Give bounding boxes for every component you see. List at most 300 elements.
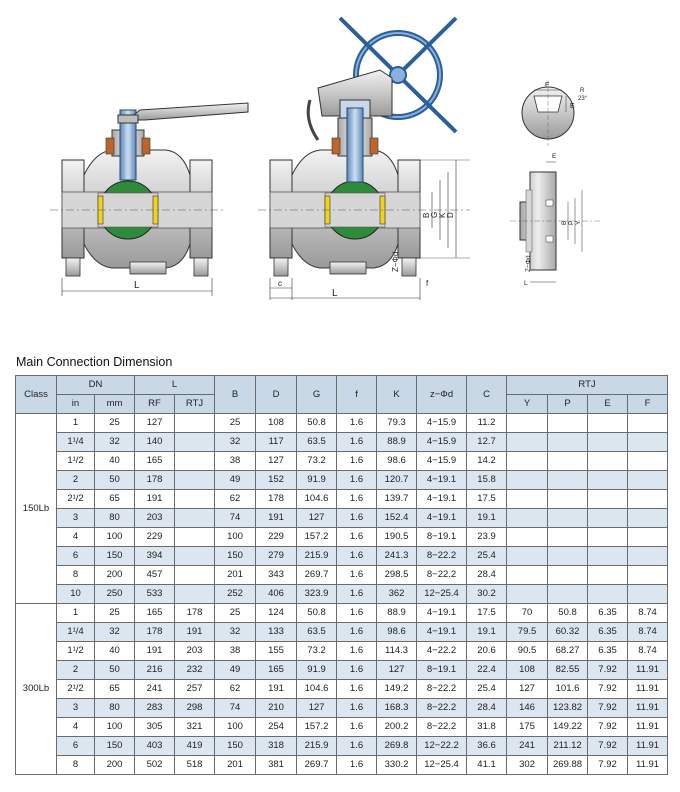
table-cell: 6.35 bbox=[588, 642, 628, 661]
table-cell bbox=[175, 566, 215, 585]
table-cell: 1.6 bbox=[337, 566, 377, 585]
lever-valve-drawing bbox=[50, 103, 248, 296]
table-cell: 229 bbox=[256, 528, 297, 547]
table-cell: 152.4 bbox=[377, 509, 417, 528]
table-cell: 269.88 bbox=[548, 756, 588, 775]
table-cell: 2¹/2 bbox=[57, 490, 95, 509]
table-cell: 1.6 bbox=[337, 490, 377, 509]
table-cell: 4−19.1 bbox=[417, 471, 467, 490]
dim-label-angle: 23° bbox=[578, 96, 588, 102]
table-cell: 8.74 bbox=[628, 642, 668, 661]
table-cell: 252 bbox=[215, 585, 256, 604]
table-cell: 200 bbox=[95, 756, 135, 775]
table-row bbox=[16, 737, 668, 756]
dim-label-r: R bbox=[580, 88, 585, 94]
table-cell: 241.3 bbox=[377, 547, 417, 566]
table-cell: 65 bbox=[95, 680, 135, 699]
table-cell: 215.9 bbox=[297, 547, 337, 566]
table-cell: 4−15.9 bbox=[417, 433, 467, 452]
table-cell: 203 bbox=[175, 642, 215, 661]
table-cell: 157.2 bbox=[297, 718, 337, 737]
table-cell: 15.8 bbox=[467, 471, 507, 490]
dim-label-d: D bbox=[446, 212, 455, 218]
table-row bbox=[16, 471, 668, 490]
table-cell: 1.6 bbox=[337, 528, 377, 547]
table-cell: 216 bbox=[135, 661, 175, 680]
table-cell: 127 bbox=[297, 699, 337, 718]
flange-section-detail bbox=[510, 153, 600, 287]
table-cell: 108 bbox=[256, 414, 297, 433]
class-cell: 150Lb bbox=[16, 414, 57, 604]
table-cell: 50.8 bbox=[297, 604, 337, 623]
table-cell: 124 bbox=[256, 604, 297, 623]
table-cell bbox=[175, 585, 215, 604]
gear-valve-drawing bbox=[258, 18, 470, 300]
table-cell: 11.91 bbox=[628, 737, 668, 756]
table-row bbox=[16, 490, 668, 509]
table-cell bbox=[628, 585, 668, 604]
table-body bbox=[16, 414, 668, 775]
table-cell: 269.7 bbox=[297, 756, 337, 775]
table-cell: 269.8 bbox=[377, 737, 417, 756]
table-cell: 1 bbox=[57, 414, 95, 433]
table-cell: 120.7 bbox=[377, 471, 417, 490]
table-cell: 98.6 bbox=[377, 452, 417, 471]
table-cell: 36.6 bbox=[467, 737, 507, 756]
table-cell bbox=[548, 585, 588, 604]
table-cell: 8−19.1 bbox=[417, 661, 467, 680]
table-cell bbox=[548, 528, 588, 547]
table-cell: 191 bbox=[135, 490, 175, 509]
table-cell: 127 bbox=[297, 509, 337, 528]
table-cell: 100 bbox=[215, 528, 256, 547]
table-cell bbox=[628, 490, 668, 509]
table-cell bbox=[588, 490, 628, 509]
table-cell: 7.92 bbox=[588, 680, 628, 699]
table-cell: 4−19.1 bbox=[417, 509, 467, 528]
table-cell bbox=[588, 509, 628, 528]
table-cell: 8.74 bbox=[628, 623, 668, 642]
table-cell: 7.92 bbox=[588, 699, 628, 718]
table-cell: 150 bbox=[95, 737, 135, 756]
table-cell: 79.5 bbox=[507, 623, 548, 642]
table-cell: 178 bbox=[256, 490, 297, 509]
table-cell: 123.82 bbox=[548, 699, 588, 718]
table-cell: 210 bbox=[256, 699, 297, 718]
table-cell: 49 bbox=[215, 661, 256, 680]
header-k: K bbox=[377, 376, 417, 414]
dim-label-p-flange: P bbox=[568, 220, 575, 225]
table-cell: 200 bbox=[95, 566, 135, 585]
table-cell: 298 bbox=[175, 699, 215, 718]
table-cell bbox=[507, 528, 548, 547]
table-cell: 117 bbox=[256, 433, 297, 452]
table-cell bbox=[588, 547, 628, 566]
table-cell: 82.55 bbox=[548, 661, 588, 680]
table-cell bbox=[588, 566, 628, 585]
table-cell: 1.6 bbox=[337, 452, 377, 471]
table-cell: 457 bbox=[135, 566, 175, 585]
header-rf: RF bbox=[135, 395, 175, 414]
table-cell bbox=[628, 566, 668, 585]
header-g: G bbox=[297, 376, 337, 414]
table-cell: 1.6 bbox=[337, 661, 377, 680]
table-cell bbox=[548, 490, 588, 509]
table-cell: 1¹/2 bbox=[57, 642, 95, 661]
table-cell bbox=[628, 471, 668, 490]
table-cell: 1¹/2 bbox=[57, 452, 95, 471]
table-cell: 32 bbox=[215, 433, 256, 452]
table-cell: 127 bbox=[135, 414, 175, 433]
table-cell bbox=[175, 490, 215, 509]
table-cell: 323.9 bbox=[297, 585, 337, 604]
table-cell: 533 bbox=[135, 585, 175, 604]
table-cell: 17.5 bbox=[467, 604, 507, 623]
dim-label-e-flange: E bbox=[552, 153, 557, 160]
table-cell: 302 bbox=[507, 756, 548, 775]
table-cell: 2¹/2 bbox=[57, 680, 95, 699]
dim-label-f-groove: F bbox=[545, 82, 550, 89]
table-cell: 91.9 bbox=[297, 661, 337, 680]
header-dn: DN bbox=[57, 376, 135, 395]
table-cell: 38 bbox=[215, 452, 256, 471]
table-cell bbox=[628, 509, 668, 528]
table-cell: 149.22 bbox=[548, 718, 588, 737]
table-cell: 73.2 bbox=[297, 452, 337, 471]
table-cell bbox=[548, 414, 588, 433]
table-cell: 114.3 bbox=[377, 642, 417, 661]
table-row bbox=[16, 699, 668, 718]
table-cell: 12−22.2 bbox=[417, 737, 467, 756]
table-cell: 25 bbox=[95, 604, 135, 623]
dim-label-l: L bbox=[134, 280, 140, 291]
table-cell bbox=[588, 585, 628, 604]
table-cell: 1.6 bbox=[337, 756, 377, 775]
table-cell: 19.1 bbox=[467, 623, 507, 642]
table-cell: 50 bbox=[95, 471, 135, 490]
table-cell: 1¹/4 bbox=[57, 433, 95, 452]
table-cell: 8−22.2 bbox=[417, 566, 467, 585]
table-row bbox=[16, 661, 668, 680]
header-ff: F bbox=[628, 395, 668, 414]
table-cell: 343 bbox=[256, 566, 297, 585]
header-l: L bbox=[135, 376, 215, 395]
dim-label-y-flange: Y bbox=[575, 220, 582, 225]
table-cell: 11.91 bbox=[628, 699, 668, 718]
table-cell: 139.7 bbox=[377, 490, 417, 509]
table-cell: 127 bbox=[256, 452, 297, 471]
table-cell: 8−19.1 bbox=[417, 528, 467, 547]
table-cell: 100 bbox=[215, 718, 256, 737]
table-cell: 1.6 bbox=[337, 737, 377, 756]
table-cell: 191 bbox=[256, 509, 297, 528]
table-cell bbox=[507, 490, 548, 509]
table-cell: 1.6 bbox=[337, 604, 377, 623]
header-rtj: RTJ bbox=[507, 376, 668, 395]
table-cell: 165 bbox=[135, 604, 175, 623]
table-cell: 32 bbox=[215, 623, 256, 642]
table-cell: 4−22.2 bbox=[417, 642, 467, 661]
table-cell: 11.91 bbox=[628, 680, 668, 699]
table-cell: 1.6 bbox=[337, 718, 377, 737]
table-cell: 79.3 bbox=[377, 414, 417, 433]
table-row bbox=[16, 414, 668, 433]
table-cell: 191 bbox=[175, 623, 215, 642]
table-cell: 23.9 bbox=[467, 528, 507, 547]
table-cell: 50.8 bbox=[297, 414, 337, 433]
table-cell: 1 bbox=[57, 604, 95, 623]
table-cell bbox=[548, 433, 588, 452]
table-cell: 152 bbox=[256, 471, 297, 490]
table-cell: 1.6 bbox=[337, 509, 377, 528]
table-cell: 1.6 bbox=[337, 699, 377, 718]
table-cell: 4−19.1 bbox=[417, 604, 467, 623]
table-cell: 28.4 bbox=[467, 566, 507, 585]
table-cell: 191 bbox=[256, 680, 297, 699]
table-cell: 100 bbox=[95, 528, 135, 547]
table-cell: 4 bbox=[57, 718, 95, 737]
table-cell: 318 bbox=[256, 737, 297, 756]
table-cell: 155 bbox=[256, 642, 297, 661]
table-cell bbox=[175, 471, 215, 490]
table-cell: 305 bbox=[135, 718, 175, 737]
table-row bbox=[16, 547, 668, 566]
table-row bbox=[16, 680, 668, 699]
table-cell bbox=[628, 452, 668, 471]
table-cell: 201 bbox=[215, 566, 256, 585]
table-cell: 502 bbox=[135, 756, 175, 775]
table-cell: 178 bbox=[135, 471, 175, 490]
table-cell: 394 bbox=[135, 547, 175, 566]
table-cell: 419 bbox=[175, 737, 215, 756]
table-row bbox=[16, 756, 668, 775]
table-cell: 165 bbox=[135, 452, 175, 471]
table-cell: 3 bbox=[57, 509, 95, 528]
table-cell: 283 bbox=[135, 699, 175, 718]
dim-label-g: G bbox=[430, 211, 439, 218]
table-cell bbox=[507, 471, 548, 490]
table-cell bbox=[628, 528, 668, 547]
table-cell: 40 bbox=[95, 642, 135, 661]
table-cell: 2 bbox=[57, 471, 95, 490]
table-cell: 6 bbox=[57, 547, 95, 566]
table-cell: 68.27 bbox=[548, 642, 588, 661]
table-cell: 7.92 bbox=[588, 756, 628, 775]
table-cell: 12.7 bbox=[467, 433, 507, 452]
table-cell: 98.6 bbox=[377, 623, 417, 642]
table-cell: 191 bbox=[135, 642, 175, 661]
table-cell bbox=[507, 585, 548, 604]
dim-label-l-flange: L bbox=[524, 280, 528, 287]
table-cell bbox=[548, 547, 588, 566]
table-cell: 73.2 bbox=[297, 642, 337, 661]
table-cell: 60.32 bbox=[548, 623, 588, 642]
table-cell: 178 bbox=[135, 623, 175, 642]
table-row bbox=[16, 433, 668, 452]
table-row bbox=[16, 509, 668, 528]
table-cell: 2 bbox=[57, 661, 95, 680]
table-cell: 8.74 bbox=[628, 604, 668, 623]
table-cell bbox=[628, 433, 668, 452]
table-cell: 518 bbox=[175, 756, 215, 775]
header-rtj-l: RTJ bbox=[175, 395, 215, 414]
table-cell: 101.6 bbox=[548, 680, 588, 699]
table-cell bbox=[548, 509, 588, 528]
table-cell: 80 bbox=[95, 699, 135, 718]
table-cell: 91.9 bbox=[297, 471, 337, 490]
table-cell: 8−22.2 bbox=[417, 699, 467, 718]
table-cell: 7.92 bbox=[588, 737, 628, 756]
table-cell: 74 bbox=[215, 699, 256, 718]
table-cell: 25.4 bbox=[467, 680, 507, 699]
table-cell: 104.6 bbox=[297, 680, 337, 699]
table-cell: 25.4 bbox=[467, 547, 507, 566]
table-cell: 211.12 bbox=[548, 737, 588, 756]
table-cell: 178 bbox=[175, 604, 215, 623]
table-cell: 201 bbox=[215, 756, 256, 775]
header-mm: mm bbox=[95, 395, 135, 414]
table-cell: 19.1 bbox=[467, 509, 507, 528]
table-cell: 149.2 bbox=[377, 680, 417, 699]
table-cell: 1.6 bbox=[337, 585, 377, 604]
table-cell: 157.2 bbox=[297, 528, 337, 547]
table-cell: 4−15.9 bbox=[417, 452, 467, 471]
table-cell: 20.6 bbox=[467, 642, 507, 661]
table-cell bbox=[548, 452, 588, 471]
table-row bbox=[16, 528, 668, 547]
table-cell: 190.5 bbox=[377, 528, 417, 547]
table-cell: 25 bbox=[215, 604, 256, 623]
header-in: in bbox=[57, 395, 95, 414]
table-cell: 1¹/4 bbox=[57, 623, 95, 642]
table-cell: 11.91 bbox=[628, 661, 668, 680]
table-cell: 50.8 bbox=[548, 604, 588, 623]
table-cell: 12−25.4 bbox=[417, 756, 467, 775]
table-cell: 150 bbox=[215, 737, 256, 756]
table-cell: 8−22.2 bbox=[417, 547, 467, 566]
dim-label-k: K bbox=[438, 212, 447, 218]
table-cell: 1.6 bbox=[337, 414, 377, 433]
table-cell: 32 bbox=[95, 623, 135, 642]
table-cell bbox=[588, 471, 628, 490]
table-cell: 1.6 bbox=[337, 623, 377, 642]
class-cell: 300Lb bbox=[16, 604, 57, 775]
header-p: P bbox=[548, 395, 588, 414]
table-cell: 403 bbox=[135, 737, 175, 756]
table-row bbox=[16, 642, 668, 661]
table-cell bbox=[175, 452, 215, 471]
table-cell: 3 bbox=[57, 699, 95, 718]
table-cell: 133 bbox=[256, 623, 297, 642]
table-cell: 1.6 bbox=[337, 471, 377, 490]
header-y: Y bbox=[507, 395, 548, 414]
table-cell bbox=[175, 414, 215, 433]
table-cell: 49 bbox=[215, 471, 256, 490]
table-cell: 30.2 bbox=[467, 585, 507, 604]
dimension-table bbox=[15, 375, 668, 775]
table-cell: 11.2 bbox=[467, 414, 507, 433]
table-cell: 63.5 bbox=[297, 433, 337, 452]
table-cell: 11.91 bbox=[628, 756, 668, 775]
table-cell: 80 bbox=[95, 509, 135, 528]
table-cell: 11.91 bbox=[628, 718, 668, 737]
header-class: Class bbox=[16, 376, 57, 414]
table-cell: 321 bbox=[175, 718, 215, 737]
table-cell: 381 bbox=[256, 756, 297, 775]
dim-label-c: c bbox=[278, 279, 282, 288]
table-cell: 7.92 bbox=[588, 718, 628, 737]
table-cell: 12−25.4 bbox=[417, 585, 467, 604]
table-row bbox=[16, 585, 668, 604]
table-cell bbox=[507, 566, 548, 585]
table-cell: 1.6 bbox=[337, 433, 377, 452]
header-c: C bbox=[467, 376, 507, 414]
table-cell: 127 bbox=[377, 661, 417, 680]
table-cell: 108 bbox=[507, 661, 548, 680]
table-cell bbox=[548, 471, 588, 490]
table-cell: 50 bbox=[95, 661, 135, 680]
table-cell: 62 bbox=[215, 490, 256, 509]
table-cell: 65 bbox=[95, 490, 135, 509]
table-cell: 4−19.1 bbox=[417, 490, 467, 509]
table-cell: 8−22.2 bbox=[417, 718, 467, 737]
table-cell: 146 bbox=[507, 699, 548, 718]
dim-label-zphid-flange: Z−Φd bbox=[525, 255, 532, 272]
table-cell: 63.5 bbox=[297, 623, 337, 642]
table-cell bbox=[628, 547, 668, 566]
table-cell: 200.2 bbox=[377, 718, 417, 737]
table-cell: 175 bbox=[507, 718, 548, 737]
table-cell bbox=[588, 528, 628, 547]
table-cell: 88.9 bbox=[377, 433, 417, 452]
table-cell bbox=[548, 566, 588, 585]
table-cell: 241 bbox=[135, 680, 175, 699]
dim-label-b-flange: B bbox=[561, 220, 568, 225]
table-cell: 41.1 bbox=[467, 756, 507, 775]
table-cell: 88.9 bbox=[377, 604, 417, 623]
table-cell: 257 bbox=[175, 680, 215, 699]
table-cell: 8 bbox=[57, 566, 95, 585]
header-b: B bbox=[215, 376, 256, 414]
table-cell: 362 bbox=[377, 585, 417, 604]
table-cell: 215.9 bbox=[297, 737, 337, 756]
table-cell: 31.8 bbox=[467, 718, 507, 737]
table-cell bbox=[628, 414, 668, 433]
dim-label-e-groove: E bbox=[570, 103, 575, 110]
table-cell: 22.4 bbox=[467, 661, 507, 680]
valve-drawings bbox=[0, 0, 680, 345]
table-cell bbox=[588, 433, 628, 452]
table-cell bbox=[507, 433, 548, 452]
table-cell: 203 bbox=[135, 509, 175, 528]
table-cell: 250 bbox=[95, 585, 135, 604]
table-row bbox=[16, 452, 668, 471]
table-cell: 74 bbox=[215, 509, 256, 528]
table-cell: 1.6 bbox=[337, 680, 377, 699]
table-cell: 241 bbox=[507, 737, 548, 756]
table-cell: 165 bbox=[256, 661, 297, 680]
table-cell: 70 bbox=[507, 604, 548, 623]
table-cell: 40 bbox=[95, 452, 135, 471]
table-cell: 7.92 bbox=[588, 661, 628, 680]
table-cell: 232 bbox=[175, 661, 215, 680]
table-cell bbox=[175, 528, 215, 547]
table-cell: 269.7 bbox=[297, 566, 337, 585]
table-cell: 25 bbox=[95, 414, 135, 433]
table-cell bbox=[588, 414, 628, 433]
table-cell bbox=[507, 414, 548, 433]
table-cell: 6.35 bbox=[588, 604, 628, 623]
